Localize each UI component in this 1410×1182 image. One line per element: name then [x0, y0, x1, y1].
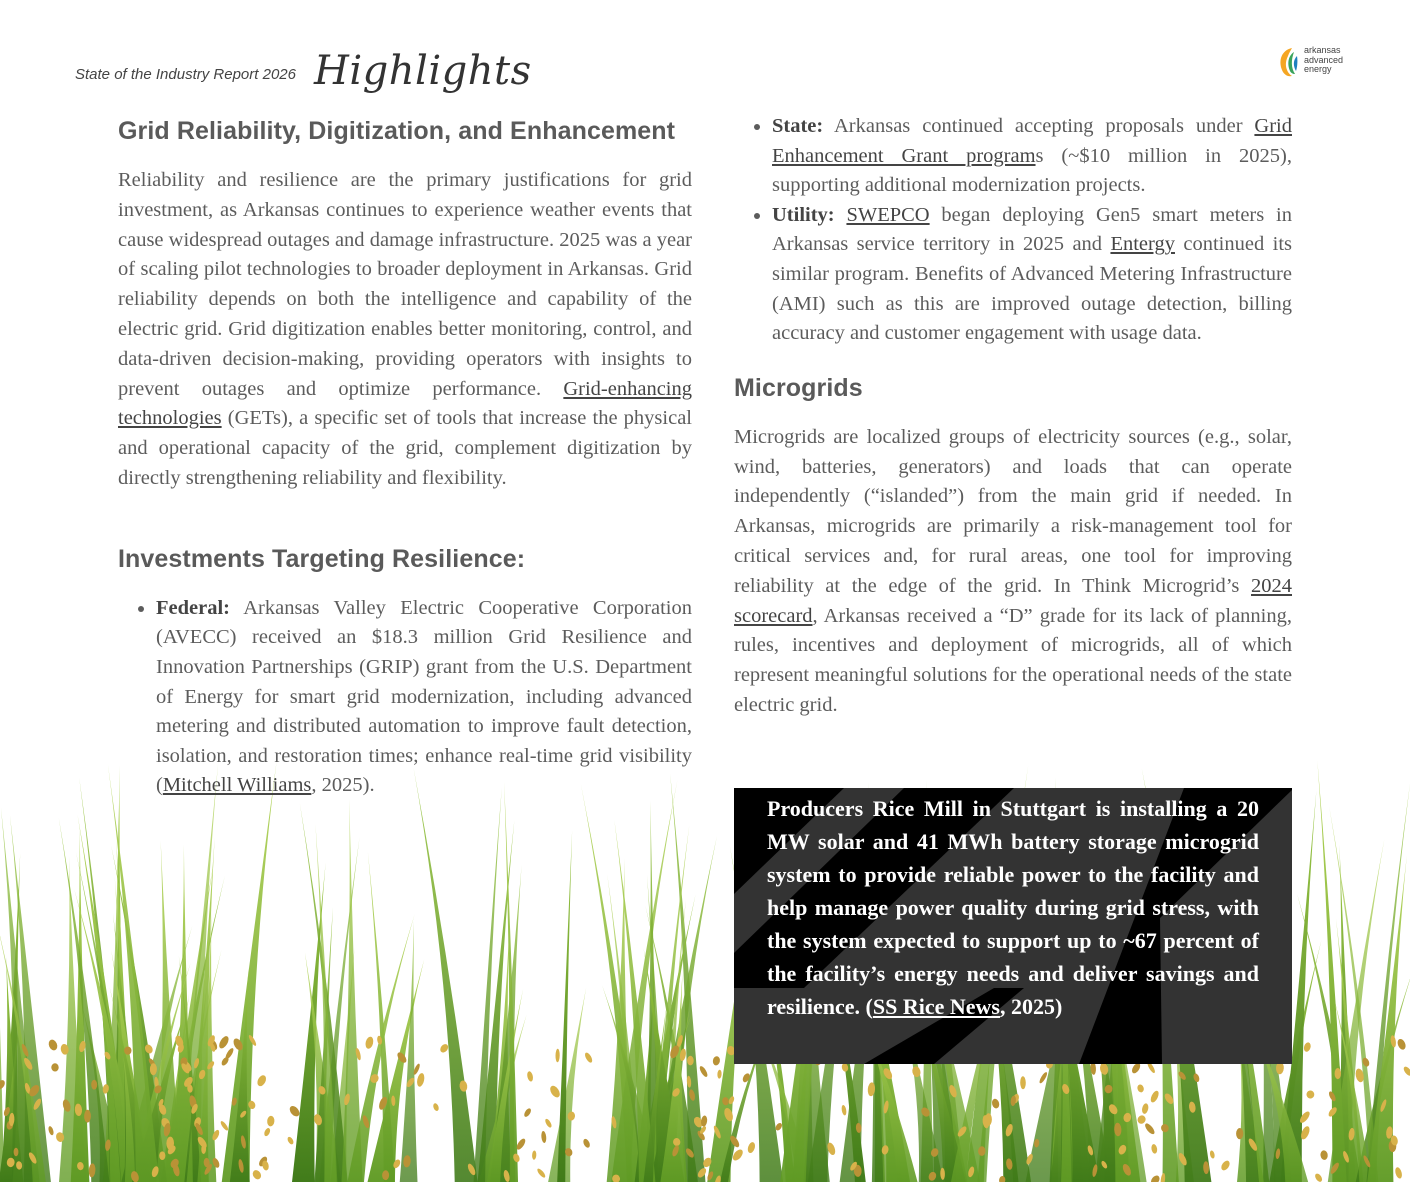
investments-list-continued	[734, 112, 1292, 349]
paragraph-grid-reliability: Reliability and resilience are the primary justifications for grid investment, as Arkansas continues to experience weather events that cause widespread outages and damage infrastructure. 2025 was a year of scaling pilot technologies to broader deployment in Arkansas. Grid reliability depends on both the intelligence and capability of the electric grid. Grid digitization enables better monitoring, control, and data-driven decision-making, providing operators with insights to prevent outages and optimize performance. Grid-enhancing technologies (GETs), a specific set of tools that increase the physical and operational capacity of the grid, complement digitization by directly strengthening reliability and flexibility.	[118, 169, 692, 489]
link-ss-rice-news[interactable]: SS Rice News	[872, 994, 1000, 1019]
investments-list	[118, 594, 692, 801]
right-column	[734, 112, 1292, 721]
callout-box-rice-mill	[734, 788, 1292, 1064]
callout-text: Producers Rice Mill in Stuttgart is installing a 20 MW solar and 41 MWh battery storage microgrid system to provide reliable power to the facility and help manage power quality during grid stress, with the system expected to support up to ~67 percent of the facility’s energy needs and deliver savings and resilience. (SS Rice News, 2025)	[767, 796, 1259, 1019]
link-mitchell-williams[interactable]: Mitchell Williams	[162, 774, 312, 797]
paragraph-microgrids: Microgrids are localized groups of electricity sources (e.g., solar, wind, batteries, generators) and loads that can operate independently (“islanded”) from the main grid if needed. In Arkansas, microgrids are primarily a risk-management tool for critical services and, for rural areas, one tool for improving reliability at the edge of the grid. In Think Microgrid’s 2024 scorecard, Arkansas received a “D” grade for its lack of planning, rules, incentives and deployment of microgrids, all of which represent meaningful solutions for the operational needs of the state electric grid.	[734, 425, 1292, 716]
logo-text: arkansas advanced energy	[1304, 45, 1344, 74]
list-item-state: • State: Arkansas continued accepting proposals under Grid Enhancement Grant programs (~$10 million in 2025), supporting additional modernization projects.	[772, 112, 1292, 201]
left-column	[118, 112, 692, 801]
link-grid-enhancing-technologies[interactable]: Grid-enhancing technologies	[118, 377, 692, 430]
link-swepco[interactable]: SWEPCO	[846, 203, 930, 226]
arkansas-advanced-energy-logo	[1278, 46, 1348, 78]
list-item-utility: • Utility: SWEPCO began deploying Gen5 smart meters in Arkansas service territory in 2025 and Entergy continued its similar program. Benefits of Advanced Metering Infrastructure (AMI) such as this are improved outage detection, billing accuracy and customer engagement with usage data.	[772, 201, 1292, 349]
logo-swirl-icon	[1278, 46, 1302, 78]
heading-grid-reliability: Grid Reliability, Digitization, and Enhancement	[118, 117, 676, 145]
section-title: Highlights	[314, 48, 532, 94]
list-item-federal: • Federal: Arkansas Valley Electric Cooperative Corporation (AVECC) received an $18.3 million Grid Resilience and Innovation Partnerships (GRIP) grant from the U.S. Department of Energy for smart grid modernization, including advanced metering and distributed automation to improve fault detection, isolation, and restoration times; enhance real-time grid visibility (Mitchell Williams, 2025).	[156, 594, 692, 801]
report-title: State of the Industry Report 2026	[75, 66, 296, 83]
heading-investments: Investments Targeting Resilience:	[118, 544, 526, 573]
link-grid-enhancement-grant[interactable]: Grid Enhancement Grant program	[772, 115, 1292, 167]
link-entergy[interactable]: Entergy	[1110, 233, 1175, 256]
link-2024-scorecard[interactable]: 2024 scorecard	[734, 574, 1292, 627]
heading-microgrids: Microgrids	[734, 373, 863, 402]
